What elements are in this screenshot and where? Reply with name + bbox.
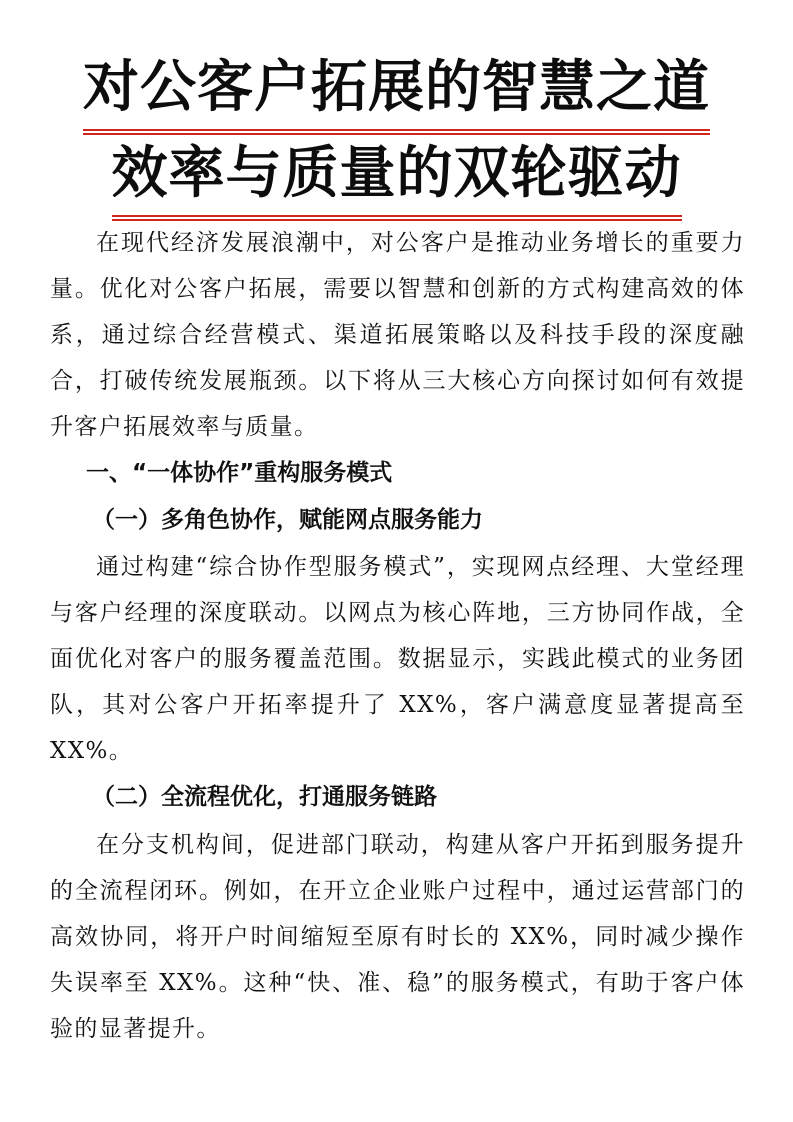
title-line-2-text: 效率与质量的双轮驱动 xyxy=(111,141,682,206)
title-underline-2a xyxy=(112,215,682,217)
subsection-2-heading: （二）全流程优化，打通服务链路 xyxy=(92,784,437,810)
subsection-1-paragraph: 通过构建“综合协作型服务模式”，实现网点经理、大堂经理与客户经理的深度联动。以网点为核心阵地，三方协同作战，全面优化对客户的服务覆盖范围。数据显示，实践此模式的业务团队，其对公客户开拓率提升了 XX%，客户满意度显著提高至 XX%。 xyxy=(50,554,745,764)
subsection-1-heading: （一）多角色协作，赋能网点服务能力 xyxy=(92,507,483,533)
title-line-1 xyxy=(0,53,793,123)
section-1-heading: 一、“一体协作”重构服务模式 xyxy=(86,460,393,486)
title-underline-1a xyxy=(83,129,710,131)
subsection-2-paragraph: 在分支机构间，促进部门联动，构建从客户开拓到服务提升的全流程闭环。例如，在开立企业账户过程中，通过运营部门的高效协同，将开户时间缩短至原有时长的 XX%，同时减少操作失误率至 XX%。这种“快、准、稳”的服务模式，有助于客户体验的显著提升。 xyxy=(50,832,745,1042)
title-text-2 xyxy=(112,139,682,209)
title-line-2 xyxy=(0,139,793,209)
title-underline-1b xyxy=(83,133,710,135)
title-line-1-text: 对公客户拓展的智慧之道 xyxy=(83,55,710,120)
title-text-1 xyxy=(83,53,710,123)
intro-paragraph: 在现代经济发展浪潮中，对公客户是推动业务增长的重要力量。优化对公客户拓展，需要以智慧和创新的方式构建高效的体系，通过综合经营模式、渠道拓展策略以及科技手段的深度融合，打破传统发展瓶颈。以下将从三大核心方向探讨如何有效提升客户拓展效率与质量。 xyxy=(50,230,745,440)
